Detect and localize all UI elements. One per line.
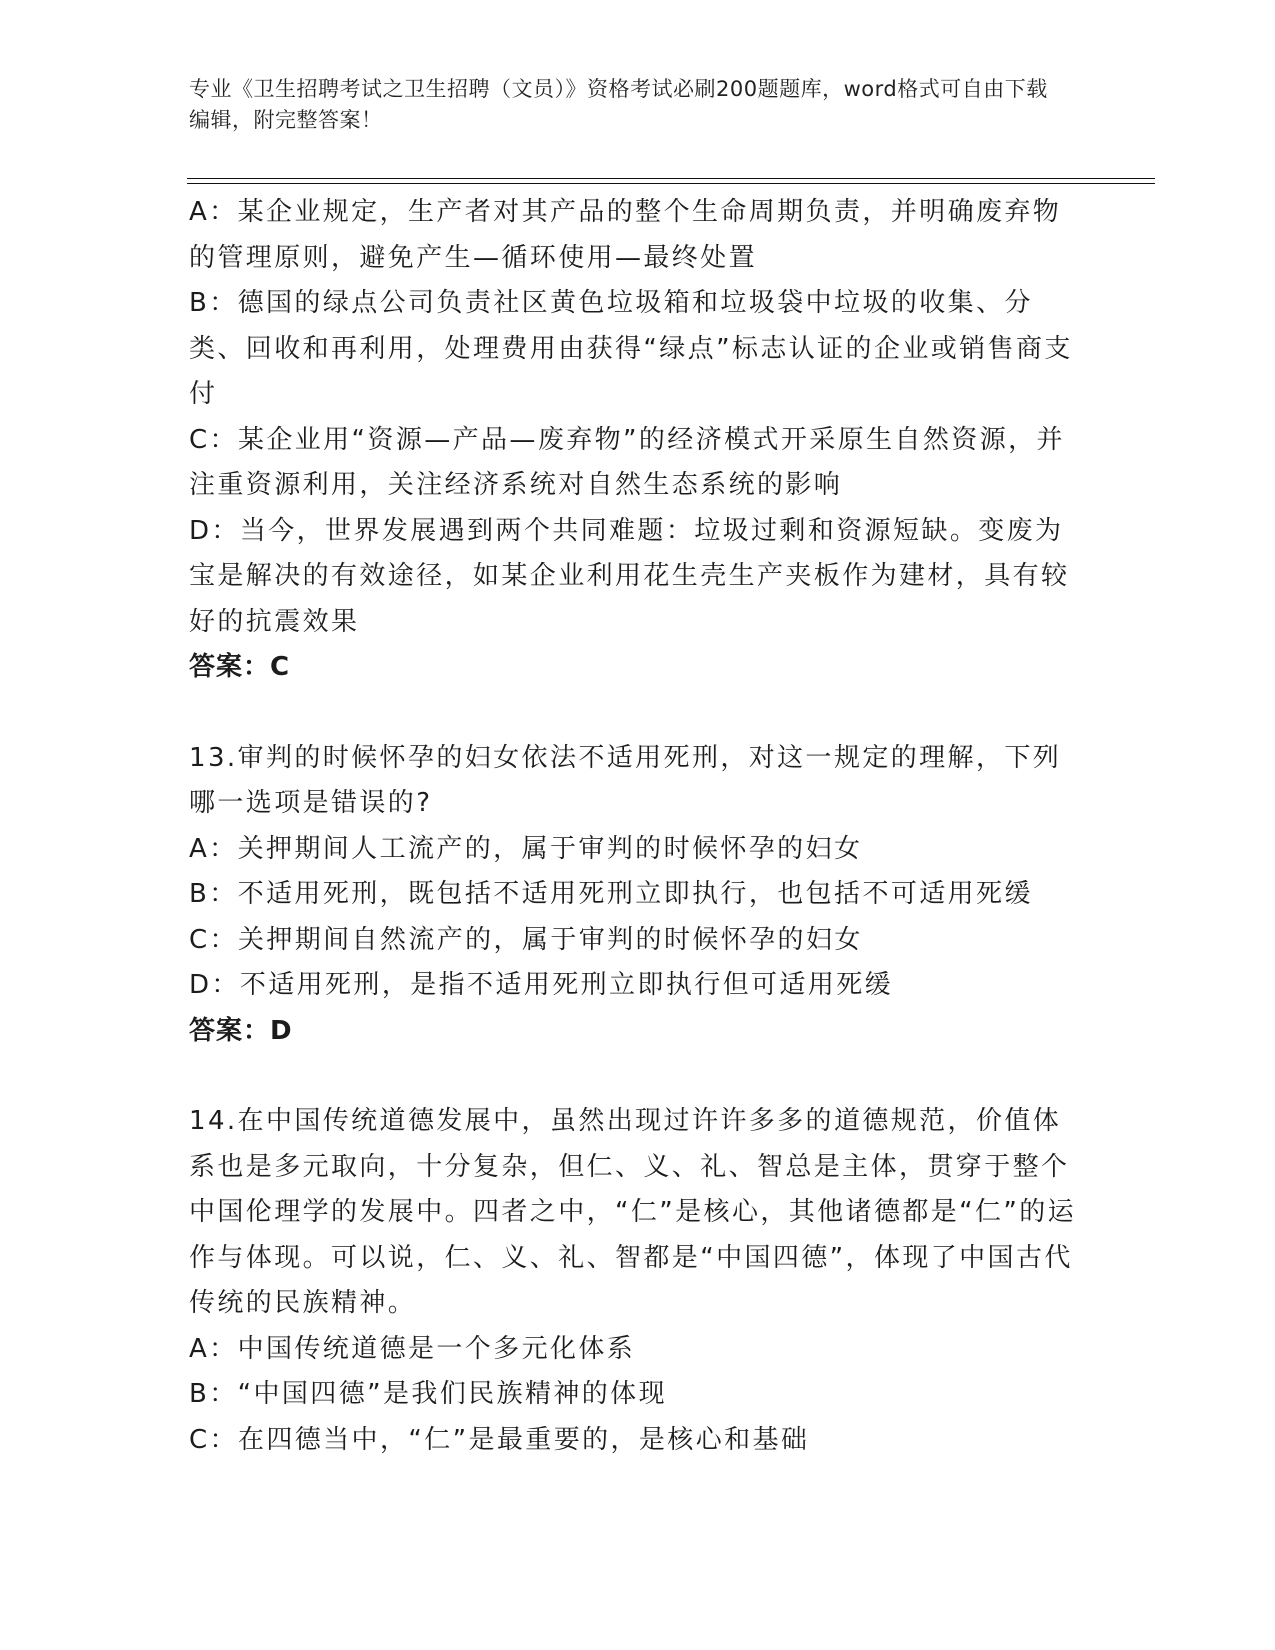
document-header: 专业《卫生招聘考试之卫生招聘（文员）》资格考试必刷200题题库，word格式可自由下载编辑，附完整答案！ bbox=[189, 77, 1048, 132]
option-d: D：当今，世界发展遇到两个共同难题：垃圾过剩和资源短缺。变废为宝是解决的有效途径，如某企业利用花生壳生产夹板作为建材，具有较好的抗震效果 bbox=[189, 515, 1070, 637]
option-c: C：某企业用“资源—产品—废弃物”的经济模式开采原生自然资源，并注重资源利用，关注经济系统对自然生态系统的影响 bbox=[189, 424, 1065, 500]
option-d: D：不适用死刑，是指不适用死刑立即执行但可适用死缓 bbox=[189, 970, 894, 1000]
question-14: 14.在中国传统道德发展中，虽然出现过许许多多的道德规范，价值体系也是多元取向，十分复杂，但仁、义、礼、智总是主体，贯穿于整个中国伦理学的发展中。四者之中，“仁”是核心，其他诸德都是“仁”的运作与体现。可以说，仁、义、礼、智都是“中国四德”，体现了中国古代传统的民族精神。 bbox=[189, 1106, 1077, 1318]
option-b: B：不适用死刑，既包括不适用死刑立即执行，也包括不可适用死缓 bbox=[189, 879, 1033, 909]
option-b: B：“中国四德”是我们民族精神的体现 bbox=[189, 1379, 667, 1409]
option-c: C：在四德当中，“仁”是最重要的，是核心和基础 bbox=[189, 1424, 810, 1455]
question-13: 13.审判的时候怀孕的妇女依法不适用死刑，对这一规定的理解，下列哪一选项是错误的? bbox=[189, 742, 1062, 818]
header-rule-bottom bbox=[187, 183, 1155, 184]
document-body bbox=[189, 190, 1089, 1463]
option-a: A：中国传统道德是一个多元化体系 bbox=[189, 1333, 636, 1364]
answer-line: 答案：C bbox=[189, 652, 291, 682]
option-c: C：关押期间自然流产的，属于审判的时候怀孕的妇女 bbox=[189, 924, 863, 955]
option-a: A：关押期间人工流产的，属于审判的时候怀孕的妇女 bbox=[189, 833, 863, 864]
header-rule-top bbox=[187, 178, 1155, 179]
answer-line: 答案：D bbox=[189, 1015, 293, 1046]
option-b: B：德国的绿点公司负责社区黄色垃圾箱和垃圾袋中垃圾的收集、分类、回收和再利用，处理费用由获得“绿点”标志认证的企业或销售商支付 bbox=[189, 288, 1073, 409]
option-a: A：某企业规定，生产者对其产品的整个生命周期负责，并明确废弃物的管理原则，避免产生—循环使用—最终处置 bbox=[189, 197, 1062, 273]
